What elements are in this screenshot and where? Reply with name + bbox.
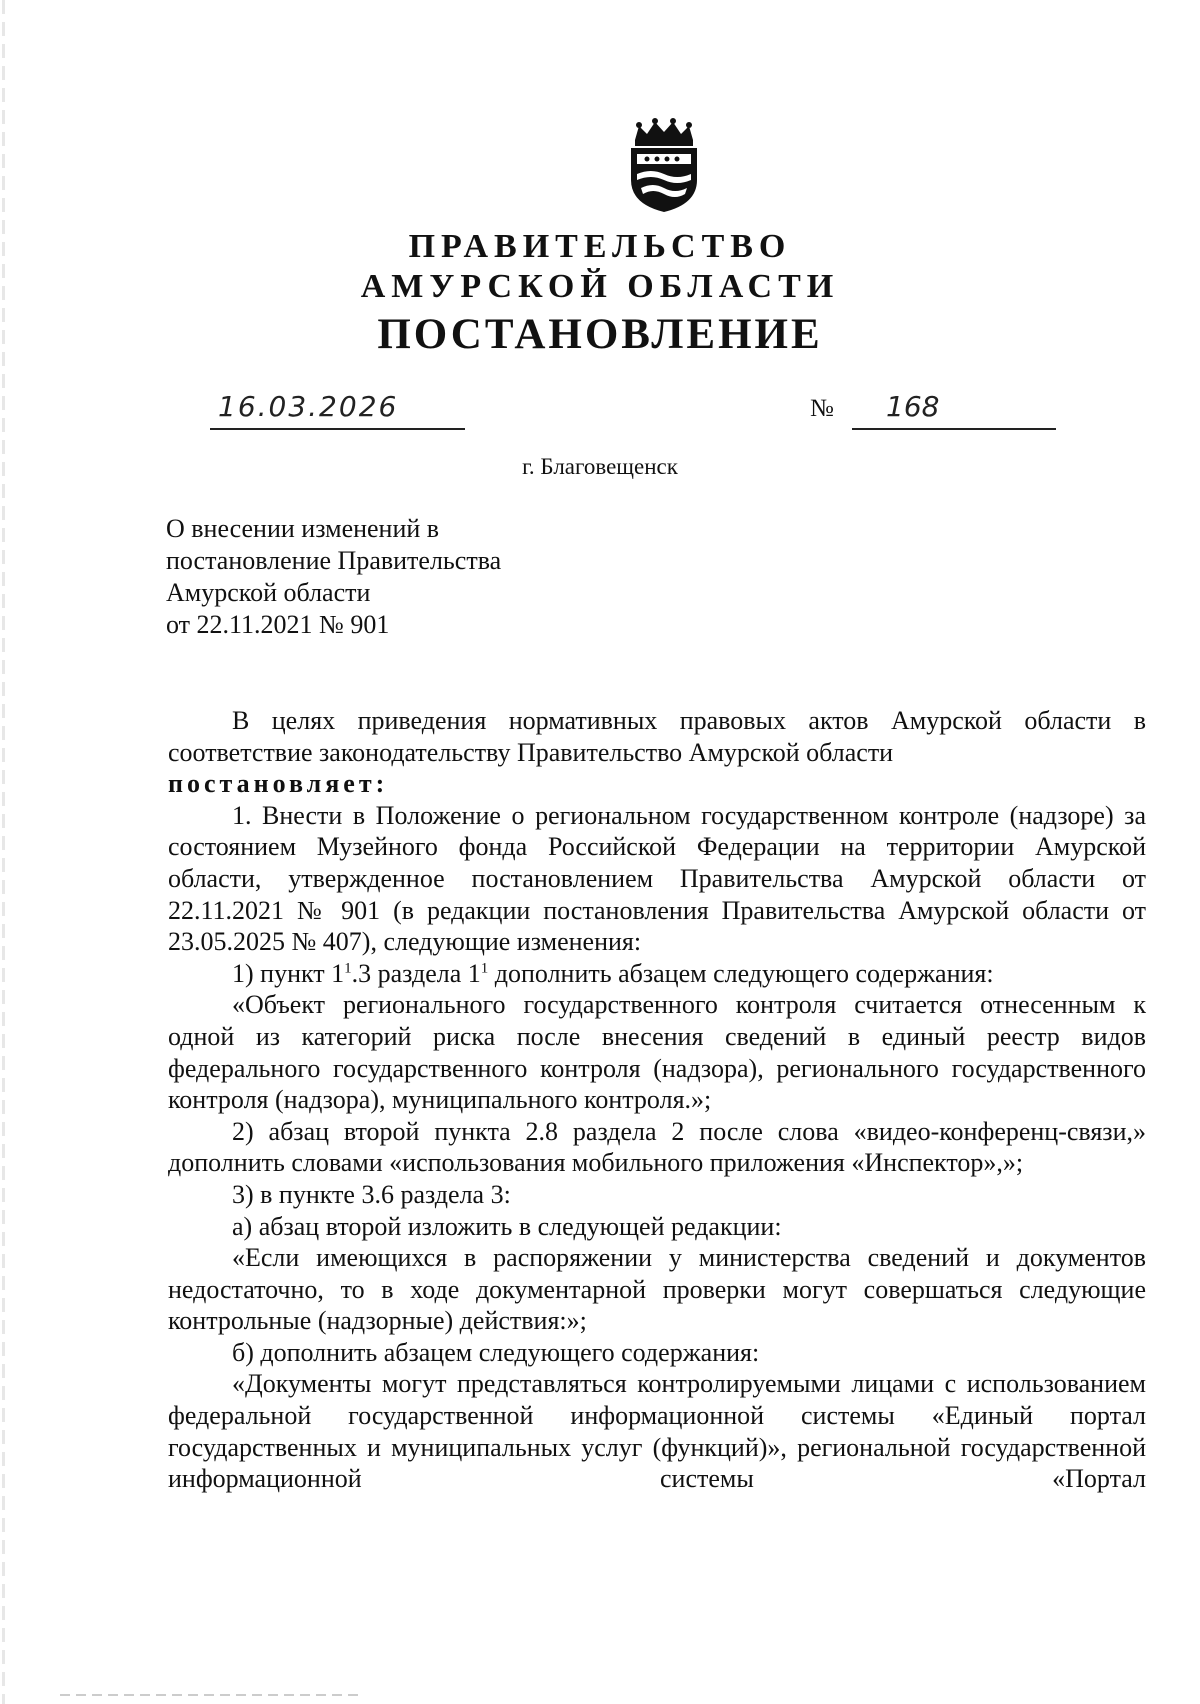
item-1-paragraph: 1. Внести в Положение о региональном государственном контроле (надзоре) за состоянием Музейного фонда Российской Федерации на территории Амурской области, утвержденное постановлением Правительства Амурской области от 22.11.2021 № 901 (в редакции постановления Правительства Амурской области от 23.05.2025 № 407), следующие изменения:: [168, 800, 1146, 957]
document-type-title: ПОСТАНОВЛЕНИЕ: [377, 311, 823, 358]
item-2-paragraph: 2) абзац второй пункта 2.8 раздела 2 после слова «видео-конференц-связи,» дополнить словами «использования мобильного приложения «Инспектор»,»;: [168, 1116, 1146, 1178]
item-3b-paragraph: б) дополнить абзацем следующего содержания:: [232, 1337, 760, 1367]
item-1-1-paragraph: [168, 958, 1146, 990]
superscript: 1: [480, 960, 489, 977]
subject-line: от 22.11.2021 № 901: [166, 610, 390, 639]
item-1-1-text-c: дополнить абзацем следующего содержания:: [488, 958, 994, 988]
number-label: №: [810, 395, 834, 422]
decrees-word: постановляет:: [168, 769, 389, 799]
scan-edge-artifact-bottom: [60, 1694, 360, 1696]
number-field: [852, 390, 1056, 430]
subject-line: Амурской области: [166, 578, 371, 607]
quote-3-paragraph: «Документы могут представляться контролируемыми лицами с использованием федеральной государственной информационной системы «Единый портал государственных и муниципальных услуг (функций)», региональной государственной информационной системы «Портал: [168, 1369, 1146, 1494]
item-3a-paragraph: а) абзац второй изложить в следующей редакции:: [232, 1211, 782, 1241]
subject-line: постановление Правительства: [166, 546, 502, 575]
date-field: [210, 390, 465, 430]
item-1-1-text-b: .3 раздела 1: [351, 958, 481, 988]
quote-2-paragraph: «Если имеющихся в распоряжении у министерства сведений и документов недостаточно, то в ходе документарной проверки могут совершаться следующие контрольные (надзорные) действия:»;: [168, 1243, 1146, 1336]
quote-1-paragraph: «Объект регионального государственного контроля считается отнесенным к одной из категорий риска после внесения сведений в единый реестр видов федерального государственного контроля (надзора), регионального государственного контроля (надзора), муниципального контроля.»;: [168, 990, 1146, 1115]
subject-block: [166, 513, 501, 641]
subject-line: О внесении изменений в: [166, 514, 440, 543]
region-title: АМУРСКОЙ ОБЛАСТИ: [360, 268, 840, 305]
handwritten-number: 168: [886, 390, 940, 423]
intro-paragraph: В целях приведения нормативных правовых актов Амурской области в соответствие законодательству Правительство Амурской области: [168, 706, 1146, 767]
document-body: [168, 705, 1146, 1495]
government-title: ПРАВИТЕЛЬСТВО: [408, 228, 792, 265]
coat-of-arms-icon: [625, 118, 703, 214]
handwritten-date: 16.03.2026: [218, 390, 399, 423]
item-3-paragraph: 3) в пункте 3.6 раздела 3:: [232, 1179, 511, 1209]
city-line: г. Благовещенск: [522, 454, 678, 479]
item-1-1-text-a: 1) пункт 1: [232, 958, 345, 988]
superscript: 1: [344, 960, 352, 977]
